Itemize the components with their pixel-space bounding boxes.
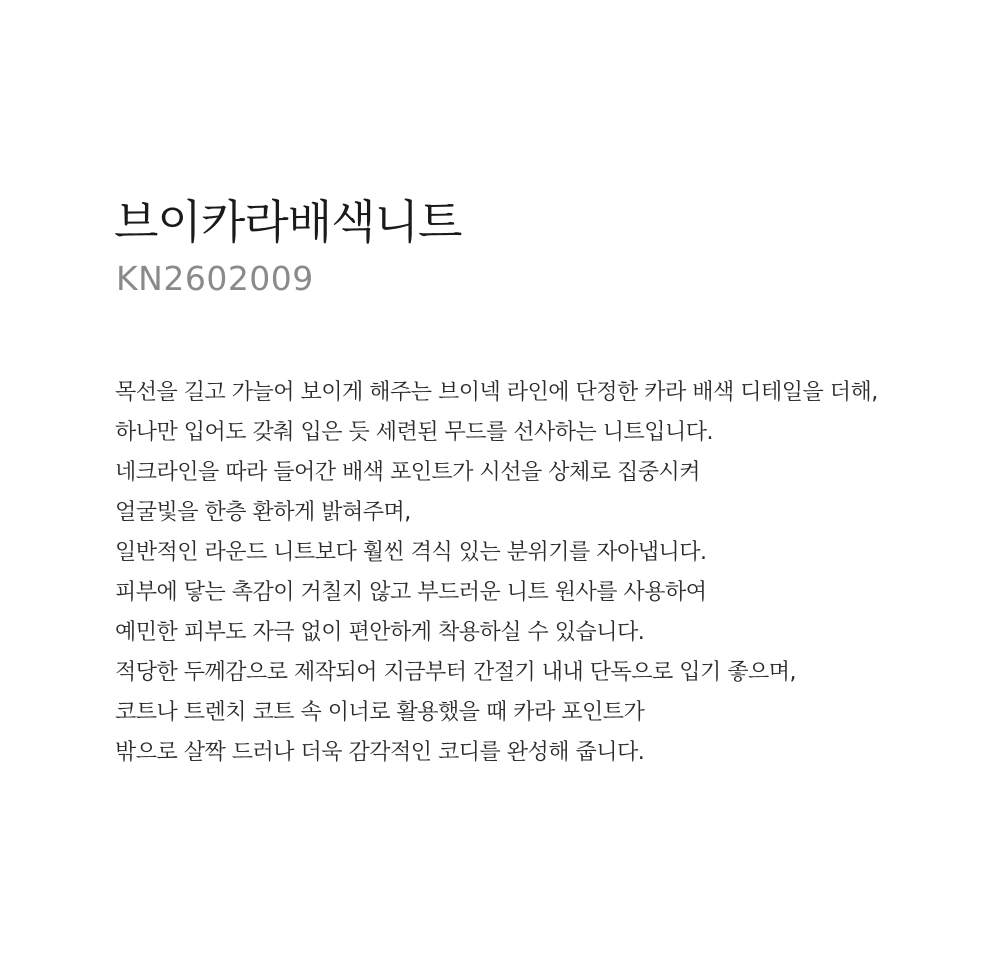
description-line: 밖으로 살짝 드러나 더욱 감각적인 코디를 완성해 줍니다. — [115, 740, 645, 765]
product-code: KN2602009 — [116, 259, 314, 298]
description-line: 코트나 트렌치 코트 속 이너로 활용했을 때 카라 포인트가 — [115, 700, 645, 725]
description-line: 예민한 피부도 자극 없이 편안하게 착용하실 수 있습니다. — [115, 620, 645, 645]
description-line: 일반적인 라운드 니트보다 훨씬 격식 있는 분위기를 자아냅니다. — [115, 540, 707, 565]
description-line: 네크라인을 따라 들어간 배색 포인트가 시선을 상체로 집중시켜 — [115, 460, 701, 485]
description-line: 하나만 입어도 갖춰 입은 듯 세련된 무드를 선사하는 니트입니다. — [115, 420, 713, 445]
description-line: 피부에 닿는 촉감이 거칠지 않고 부드러운 니트 원사를 사용하여 — [115, 580, 707, 605]
description-line: 얼굴빛을 한층 환하게 밝혀주며, — [115, 500, 411, 525]
description-line: 목선을 길고 가늘어 보이게 해주는 브이넥 라인에 단정한 카라 배색 디테일을 더해, — [115, 380, 878, 405]
description-line: 적당한 두께감으로 제작되어 지금부터 간절기 내내 단독으로 입기 좋으며, — [115, 660, 797, 685]
product-title: 브이카라배색니트 — [114, 195, 462, 249]
product-description — [115, 373, 975, 773]
